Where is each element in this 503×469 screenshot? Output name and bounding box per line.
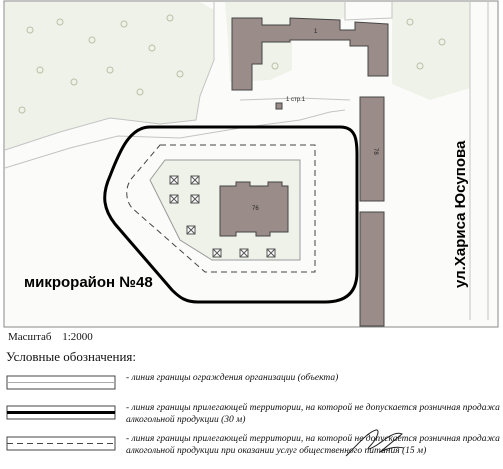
legend-item-fence-line — [6, 372, 500, 402]
scale-label: Масштаб — [8, 331, 52, 343]
legend-item-30m-line — [6, 402, 500, 432]
street-label: ул.Хариса Юсупова — [452, 140, 469, 288]
legend-text-fence-line: - линия границы ограждения организации (объекта) — [126, 373, 339, 383]
legend-symbol-thick-line — [6, 404, 118, 422]
scale-value: 1:2000 — [62, 331, 93, 343]
building-right-top — [360, 97, 384, 201]
building-label-annex: 1 стр.1 — [286, 97, 306, 103]
map-scale — [8, 331, 101, 343]
building-annex — [276, 103, 282, 109]
building-label-top: 1 — [314, 29, 318, 35]
legend-symbol-double-line — [6, 374, 118, 392]
building-label-main: 76 — [252, 206, 259, 212]
signature-mark — [340, 426, 410, 460]
green-area-east — [392, 2, 470, 100]
legend-symbol-dashed-line — [6, 435, 118, 453]
legend-text-30m-line: - линия границы прилегающей территории, на которой не допускается розничная продажа алкогольной продукции (30 м) — [126, 403, 500, 425]
district-label: микрорайон №48 — [24, 274, 153, 291]
legend-item-15m-line — [6, 433, 500, 463]
building-label-right-top: 78 — [372, 148, 378, 155]
legend-text-15m-line: - линия границы прилегающей территории, на которой не допускается розничная продажа алкогольной продукции при оказании услуг общественного питания (15 м) — [126, 434, 500, 456]
legend-title: Условные обозначения: — [6, 349, 137, 364]
building-right-bottom — [360, 212, 384, 326]
